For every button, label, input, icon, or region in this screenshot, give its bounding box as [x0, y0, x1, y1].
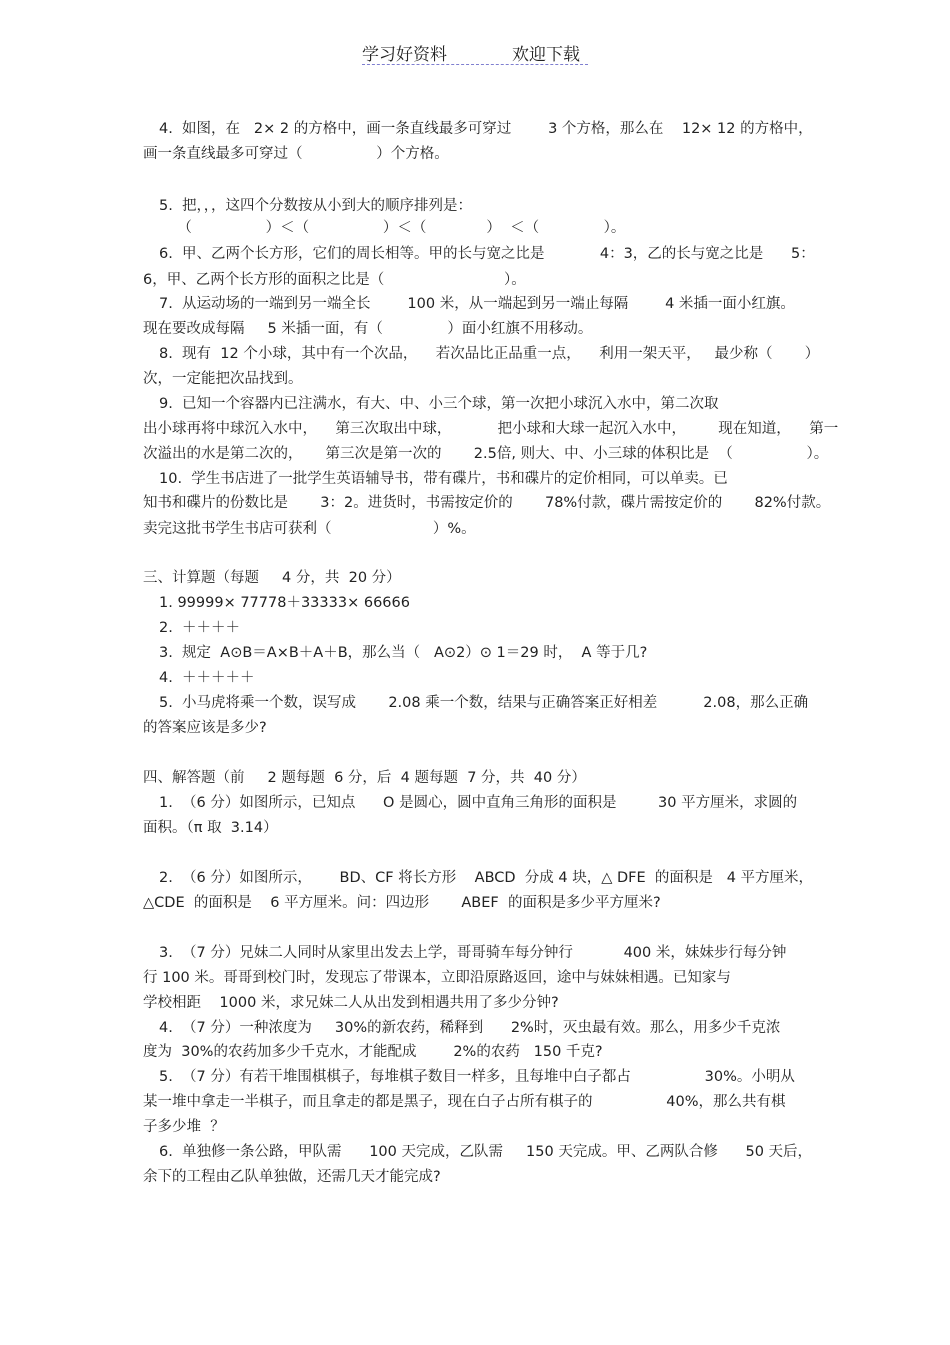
text-line: 8. 现有 12 个小球，其中有一个次品， 若次品比正品重一点， 利用一架天平， 最少称（ ） [159, 346, 820, 362]
text-line: 的答案应该是多少? [143, 720, 267, 736]
text-line: 3. 规定 A⊙B＝A×B＋A＋B，那么当（ A⊙2）⊙ 1＝29 时， A 等于几? [159, 645, 648, 661]
text-line: 9. 已知一个容器内已注满水，有大、中、小三个球，第一次把小球沉入水中，第二次取 [159, 396, 719, 412]
text-line: 5. （7 分）有若干堆围棋棋子，每堆棋子数目一样多，且每堆中白子都占 30%。小明从 [159, 1069, 795, 1085]
text-line: 3. （7 分）兄妹二人同时从家里出发去上学，哥哥骑车每分钟行 400 米，妹妹步行每分钟 [159, 945, 787, 961]
text-line: 行 100 米。哥哥到校门时，发现忘了带课本，立即沿原路返回，途中与妹妹相遇。已知家与 [143, 970, 731, 986]
text-line: △CDE 的面积是 6 平方厘米。问：四边形 ABEF 的面积是多少平方厘米? [143, 895, 661, 911]
text-line: 2. （6 分）如图所示， BD、CF 将长方形 ABCD 分成 4 块，△ DFE 的面积是 4 平方厘米， [159, 870, 814, 886]
text-line: 1. （6 分）如图所示，已知点 O 是圆心，圆中直角三角形的面积是 30 平方厘米，求圆的 [159, 795, 798, 811]
text-line: 子多少堆 ？ [143, 1119, 225, 1135]
text-line: 4. 如图，在 2× 2 的方格中，画一条直线最多可穿过 3 个方格，那么在 12× 12 的方格中， [159, 121, 813, 137]
text-line: 6. 单独修一条公路，甲队需 100 天完成，乙队需 150 天完成。甲、乙两队合修 50 天后， [159, 1144, 813, 1160]
text-line: 次溢出的水是第二次的， 第三次是第一次的 2.5倍, 则大、中、小三球的体积比是 （ ）。 [143, 446, 829, 462]
text-line: 卖完这批书学生书店可获利（ ）%。 [143, 521, 476, 537]
text-line: 10. 学生书店进了一批学生英语辅导书，带有碟片，书和碟片的定价相同，可以单卖。已 [159, 471, 728, 487]
text-line: 度为 30%的农药加多少千克水，才能配成 2%的农药 150 千克? [143, 1044, 603, 1060]
text-line: 6，甲、乙两个长方形的面积之比是（ ）。 [143, 272, 526, 288]
header-left-text: 学习好资料 [362, 45, 447, 65]
text-line: 某一堆中拿走一半棋子，而且拿走的都是黑子，现在白子占所有棋子的 40%，那么共有棋 [143, 1094, 786, 1110]
text-line: 知书和碟片的份数比是 3：2。进货时，书需按定价的 78%付款，碟片需按定价的 82%付款。 [143, 495, 831, 511]
text-line: 4. ＋＋＋＋＋ [159, 670, 255, 686]
text-line: 学校相距 1000 米，求兄妹二人从出发到相遇共用了多少分钟? [143, 995, 559, 1011]
text-line: 面积。（π 取 3.14） [143, 820, 278, 836]
text-line: 次，一定能把次品找到。 [143, 371, 303, 387]
page-header [362, 40, 588, 66]
header-dashed-rule [362, 64, 588, 65]
text-line: 三、计算题（每题 4 分，共 20 分） [143, 570, 401, 586]
text-line: 画一条直线最多可穿过（ ）个方格。 [143, 146, 449, 162]
text-line: 5. 小马虎将乘一个数，误写成 2.08 乘一个数，结果与正确答案正好相差 2.08，那么正确 [159, 695, 809, 711]
text-line: 7. 从运动场的一端到另一端全长 100 米，从一端起到另一端止每隔 4 米插一面小红旗。 [159, 296, 795, 312]
text-line: 现在要改成每隔 5 米插一面，有（ ）面小红旗不用移动。 [143, 321, 593, 337]
text-line: 四、解答题（前 2 题每题 6 分，后 4 题每题 7 分，共 40 分） [143, 770, 586, 786]
text-line: 1. 99999× 77778＋33333× 66666 [159, 595, 410, 611]
header-right-text: 欢迎下载 [512, 45, 580, 65]
text-line: 2. ＋＋＋＋ [159, 620, 241, 636]
text-line: 出小球再将中球沉入水中， 第三次取出中球， 把小球和大球一起沉入水中， 现在知道， 第一 [143, 421, 839, 437]
text-line: （ ）＜（ ）＜（ ） ＜（ ）。 [159, 220, 626, 236]
text-line: 4. （7 分）一种浓度为 30%的新农药，稀释到 2%时，灭虫最有效。那么，用多少千克浓 [159, 1020, 781, 1036]
text-line: 6. 甲、乙两个长方形，它们的周长相等。甲的长与宽之比是 4：3，乙的长与宽之比是 5： [159, 246, 815, 262]
text-line: 余下的工程由乙队单独做，还需几天才能完成? [143, 1169, 441, 1185]
text-line: 5. 把，，，这四个分数按从小到大的顺序排列是： [159, 198, 473, 214]
